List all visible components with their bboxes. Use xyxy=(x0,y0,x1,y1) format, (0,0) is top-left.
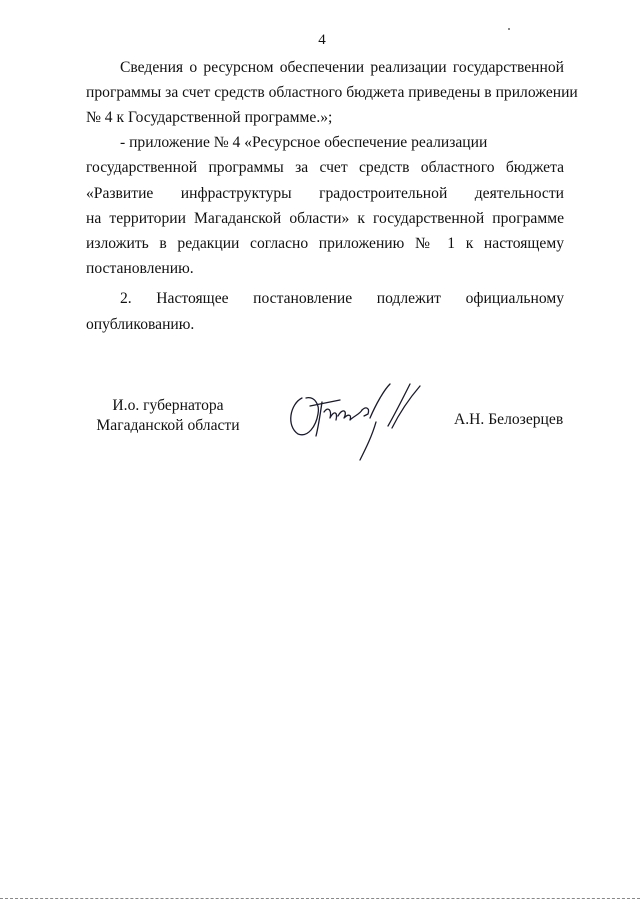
scan-edge-line xyxy=(0,898,640,900)
body-line: Сведения о ресурсном обеспечении реализации государственной xyxy=(120,59,564,76)
body-line: опубликованию. xyxy=(86,316,195,333)
body-line: «Развитие инфраструктуры градостроительной деятельности xyxy=(86,185,564,202)
body-line: на территории Магаданской области» к государственной программе xyxy=(86,210,564,227)
page-number: 4 xyxy=(318,32,326,48)
handwritten-signature xyxy=(280,376,440,466)
signatory-title-line1: И.о. губернатора xyxy=(112,397,224,414)
scan-speck xyxy=(508,28,510,30)
body-line: № 4 к Государственной программе.»; xyxy=(86,109,333,126)
body-line: постановлению. xyxy=(86,260,194,277)
signatory-title xyxy=(88,396,248,436)
body-line: программы за счет средств областного бюджета приведены в приложении xyxy=(86,84,578,101)
signatory-title-line2: Магаданской области xyxy=(96,417,240,434)
body-line: 2. Настоящее постановление подлежит официальному xyxy=(120,290,564,307)
signatory-name: А.Н. Белозерцев xyxy=(454,411,564,428)
body-line: государственной программы за счет средств областного бюджета xyxy=(86,159,564,176)
body-line: - приложение № 4 «Ресурсное обеспечение реализации xyxy=(120,134,488,151)
body-line: изложить в редакции согласно приложению № 1 к настоящему xyxy=(86,235,564,252)
